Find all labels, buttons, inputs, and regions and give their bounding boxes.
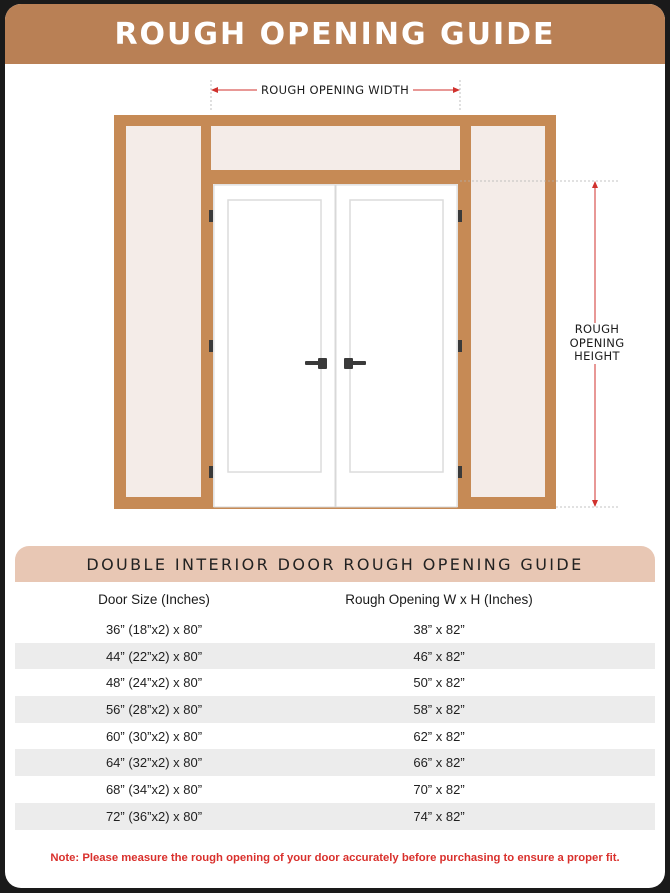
table-row <box>15 696 655 723</box>
guide-card <box>5 4 665 888</box>
table-body <box>15 582 655 830</box>
table-row <box>15 776 655 803</box>
rough-opening-cell: 62” x 82” <box>413 728 465 744</box>
table-row <box>15 803 655 830</box>
rough-opening-cell: 50” x 82” <box>413 675 465 691</box>
door-size-cell: 72” (36”x2) x 80” <box>105 808 203 824</box>
transom-panel <box>211 126 460 170</box>
rough-opening-cell: 66” x 82” <box>413 755 465 771</box>
rough-opening-table <box>15 546 655 836</box>
width-arrow-left <box>211 87 218 93</box>
table-header-row <box>15 582 655 616</box>
hinge <box>458 340 462 352</box>
right-handle-lever <box>348 361 366 365</box>
height-label-line: ROUGH <box>574 322 620 336</box>
column-header-rough-opening: Rough Opening W x H (Inches) <box>345 591 533 607</box>
door-size-cell: 68” (34”x2) x 80” <box>105 781 203 797</box>
table-row <box>15 616 655 643</box>
table-row <box>15 643 655 670</box>
rough-opening-cell: 58” x 82” <box>413 701 465 717</box>
table-title: DOUBLE INTERIOR DOOR ROUGH OPENING GUIDE <box>86 554 584 574</box>
rough-opening-cell: 38” x 82” <box>413 621 465 637</box>
left-door-panel <box>228 200 321 472</box>
table-row <box>15 723 655 750</box>
rough-opening-width-label: ROUGH OPENING WIDTH <box>257 83 413 97</box>
height-label-line: HEIGHT <box>574 349 620 363</box>
hinge <box>458 210 462 222</box>
height-arrow-bottom <box>592 500 598 507</box>
left-handle-lever <box>305 361 323 365</box>
rough-opening-height-label <box>565 323 629 364</box>
table-row <box>15 749 655 776</box>
rough-opening-cell: 46” x 82” <box>413 648 465 664</box>
door-size-cell: 36” (18”x2) x 80” <box>105 621 203 637</box>
hinge <box>209 210 213 222</box>
door-size-cell: 64” (32”x2) x 80” <box>105 755 203 771</box>
measurement-note: Note: Please measure the rough opening of your door accurately before purchasing to ensure a proper fit. <box>50 852 620 864</box>
hinge <box>458 466 462 478</box>
rough-opening-cell: 74” x 82” <box>413 808 465 824</box>
rough-opening-cell: 70” x 82” <box>413 781 465 797</box>
right-sidelight-panel <box>471 126 545 497</box>
door-size-cell: 44” (22”x2) x 80” <box>105 648 203 664</box>
door-size-cell: 48” (24”x2) x 80” <box>105 675 203 691</box>
hinge <box>209 340 213 352</box>
door-size-cell: 60” (30”x2) x 80” <box>105 728 203 744</box>
table-title-bar <box>15 546 655 582</box>
height-label-line: OPENING <box>569 335 625 350</box>
left-sidelight-panel <box>126 126 201 497</box>
hinge <box>209 466 213 478</box>
height-arrow-top <box>592 181 598 188</box>
width-arrow-right <box>453 87 460 93</box>
column-header-door-size: Door Size (Inches) <box>98 591 210 607</box>
table-row <box>15 669 655 696</box>
page-title: ROUGH OPENING GUIDE <box>114 16 556 52</box>
door-size-cell: 56” (28”x2) x 80” <box>105 701 203 717</box>
right-door-panel <box>350 200 443 472</box>
